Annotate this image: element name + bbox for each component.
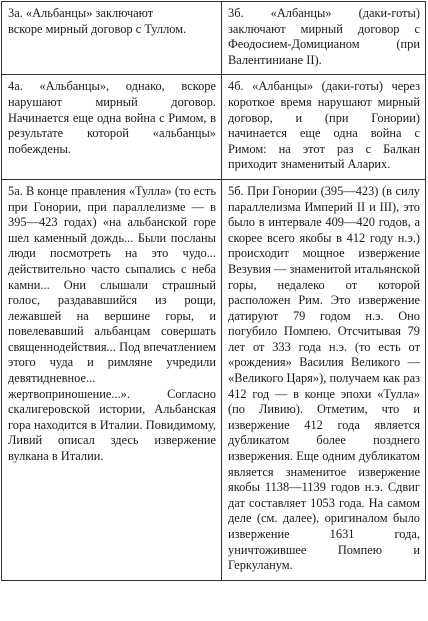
- cell-5a: [2, 179, 222, 580]
- cell-4b-text: 4б. «Албанцы» (даки-готы) через короткое время нарушают мирный договор, и (при Гонории) начинается еще одна война с Римом: на этот раз с Балкан приходит знаменитый Аларих.: [228, 79, 420, 172]
- table-row: [2, 2, 426, 75]
- cell-3a: [2, 2, 222, 75]
- cell-3b: [222, 2, 426, 75]
- table-row: [2, 179, 426, 580]
- cell-5b: [222, 179, 426, 580]
- cell-3a-text: 3а. «Альбанцы» заключают вскоре мирный договор с Туллом.: [8, 6, 187, 36]
- cell-4a-text: 4а. «Альбанцы», однако, вскоре нарушают мирный договор. Начинается еще одна война с Римом, в результате которой «альбанцы» побеждены.: [8, 79, 216, 156]
- cell-3b-text: 3б. «Албанцы» (даки-готы) заключают мирный договор с Феодосием-Домицианом (при Валентиниане II).: [228, 6, 420, 67]
- cell-4b: [222, 75, 426, 180]
- cell-5a-text: 5а. В конце правления «Тулла» (то есть при Гонории, при параллелизме — в 395—423 годах) «на альбанской горе шел каменный дождь... Были посланы люди посмотреть на это чудо... действительно часто сыпались с неба камни... Они слышали страшный голос, раздававшийся из рощи, лежавшей на вершине горы, и повелевавший альбанцам совершать священнодействия... Под впечатлением этого чуда и римляне учредили девятидневное... жертвоприношение...». Согласно скалигеровской истории, Альбанская гора находится в Италии. Повидимому, Ливий описал здесь извержение вулкана в Италии.: [8, 183, 216, 464]
- comparison-table: [1, 1, 426, 581]
- table-row: [2, 75, 426, 180]
- cell-4a: [2, 75, 222, 180]
- cell-5b-text: 5б. При Гонории (395—423) (в силу параллелизма Империй II и III), это было в интервале 409—420 годов, а скорее всего якобы в 412 году н.э.) происходит мощное извержение Везувия — знаменитой итальянской горы, недалеко от которой расположен Рим. Это извержение датируют 79 годом н.э. Оно погубило Помпею. Отсчитывая 79 лет от 333 года н.э. (то есть от «рождения» Василия Великого — «Великого Царя»), получаем как раз 412 год — в конце эпохи «Тулла» (по Ливию). Отметим, что и извержение 412 года является дубликатом более позднего извержения. Еще одним дубликатом является знаменитое извержение якобы 1138—1139 годов н.э. Сдвиг дат составляет 1053 года. На самом деле (см. далее), оригиналом было извержение 1631 года, уничтожившее Помпею и Геркуланум.: [228, 183, 420, 573]
